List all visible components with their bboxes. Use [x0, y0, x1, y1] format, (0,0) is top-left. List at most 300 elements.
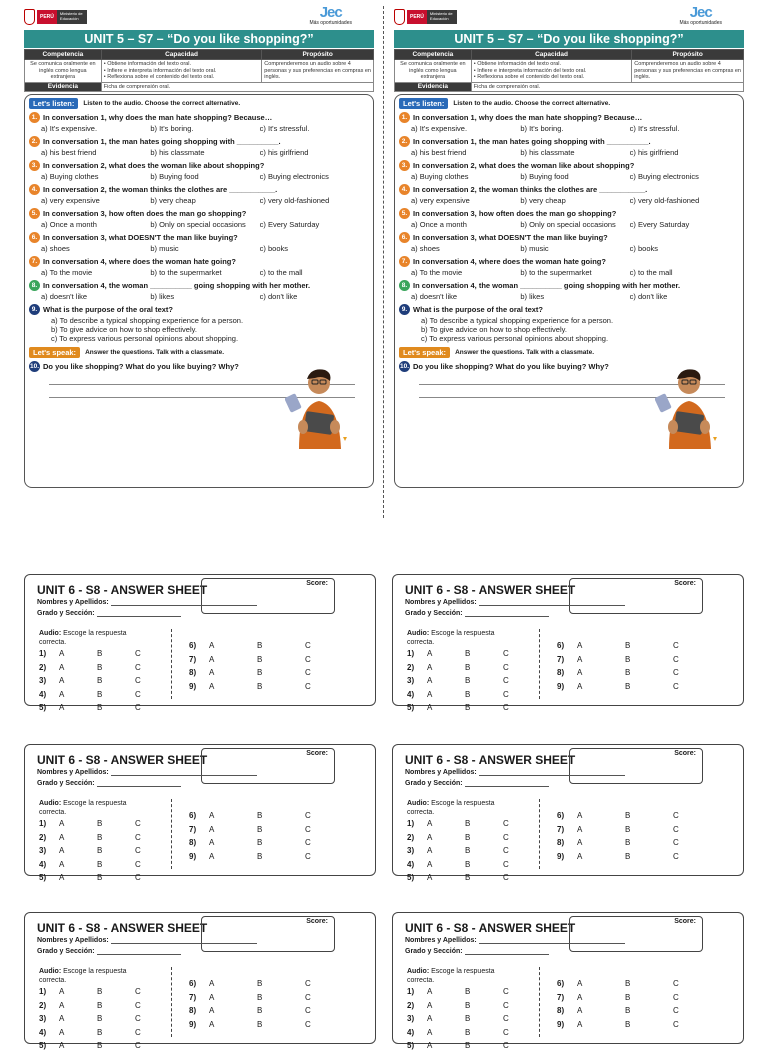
choice-c[interactable]: C	[503, 676, 509, 685]
choice-b[interactable]: B	[97, 819, 103, 828]
choice-c[interactable]: C	[503, 846, 509, 855]
choice-a[interactable]: A	[209, 641, 215, 650]
choice-a[interactable]: A	[427, 703, 433, 712]
choice-c[interactable]: C	[135, 1041, 141, 1050]
choice-b[interactable]: B	[257, 1019, 263, 1029]
grade-line[interactable]	[97, 954, 181, 955]
jec-logo	[309, 6, 352, 26]
choice-c[interactable]: C	[305, 992, 311, 1002]
grade-field[interactable]	[405, 610, 549, 617]
answer-row	[39, 985, 173, 999]
option[interactable]: c) It's stressful.	[629, 124, 680, 133]
jec-wordmark: Jec	[319, 4, 342, 21]
option[interactable]: c) his girlfriend	[629, 148, 679, 157]
choice-b[interactable]: B	[257, 992, 263, 1002]
choice-b[interactable]: B	[465, 846, 471, 855]
choice-b[interactable]: B	[97, 703, 103, 712]
number-badge: 9.	[29, 304, 40, 315]
answer-row	[557, 836, 721, 850]
choice-b[interactable]: B	[97, 676, 103, 685]
choice-c[interactable]: C	[135, 873, 141, 882]
capacidad-item: • Infiere e interpreta información del texto oral.	[473, 67, 587, 74]
option[interactable]: c) books	[629, 244, 659, 253]
choice-c[interactable]: C	[503, 859, 509, 869]
choice-c[interactable]: C	[673, 811, 679, 820]
choice-a[interactable]: A	[59, 873, 65, 882]
choice-a[interactable]: A	[427, 873, 433, 882]
choice-c[interactable]: C	[673, 1019, 679, 1029]
choice-b[interactable]: B	[625, 1006, 631, 1015]
listen-instruction: Listen to the audio. Choose the correct alternative.	[83, 100, 241, 107]
choice-c[interactable]: C	[305, 1006, 311, 1015]
choice-a[interactable]: A	[59, 846, 65, 855]
choice-c[interactable]: C	[673, 654, 679, 664]
item-number: 9)	[557, 1019, 565, 1029]
choice-b[interactable]: B	[465, 676, 471, 685]
option[interactable]: a) doesn't like	[41, 292, 88, 301]
name-line[interactable]	[111, 943, 257, 944]
option[interactable]: b) likes	[150, 292, 175, 301]
questions-box	[394, 94, 744, 488]
jec-logo	[679, 6, 722, 26]
score-label: Score:	[674, 580, 696, 587]
choice-c[interactable]: C	[135, 1027, 141, 1037]
choice-a[interactable]: A	[209, 851, 215, 861]
option[interactable]: a) To describe a typical shopping experience for a person.	[421, 316, 614, 325]
choice-b[interactable]: B	[625, 979, 631, 988]
choice-a[interactable]: A	[427, 1041, 433, 1050]
choice-a[interactable]: A	[59, 689, 65, 699]
choice-a[interactable]: A	[59, 649, 65, 658]
option[interactable]: b) to the supermarket	[520, 268, 592, 277]
choice-c[interactable]: C	[673, 824, 679, 834]
option[interactable]: c) To express various personal opinions about shopping.	[51, 334, 239, 343]
choice-b[interactable]: B	[625, 811, 631, 820]
header-logos	[394, 6, 744, 30]
choice-a[interactable]: A	[577, 681, 583, 691]
choice-b[interactable]: B	[465, 859, 471, 869]
option[interactable]: a) his best friend	[41, 148, 97, 157]
answer-row	[557, 639, 721, 653]
option[interactable]: a) doesn't like	[411, 292, 458, 301]
choice-a[interactable]: A	[59, 832, 65, 842]
choice-b[interactable]: B	[465, 689, 471, 699]
choice-c[interactable]: C	[673, 681, 679, 691]
choice-a[interactable]: A	[209, 654, 215, 664]
choice-b[interactable]: B	[97, 662, 103, 672]
choice-a[interactable]: A	[427, 987, 433, 996]
choice-b[interactable]: B	[625, 992, 631, 1002]
question-text: In conversation 3, how often does the man go shopping?	[413, 209, 617, 218]
col-capacidad: Capacidad	[471, 50, 632, 60]
item-number: 8)	[557, 668, 565, 677]
audio-label: Audio:	[39, 630, 62, 637]
choice-a[interactable]: A	[427, 662, 433, 672]
choice-b[interactable]: B	[625, 681, 631, 691]
item-number: 4)	[407, 1027, 415, 1037]
peru-shield-icon	[24, 9, 35, 25]
option[interactable]: c) to the mall	[629, 268, 673, 277]
choice-a[interactable]: A	[59, 1041, 65, 1050]
choice-b[interactable]: B	[257, 851, 263, 861]
audio-instruction	[407, 967, 517, 985]
choice-b[interactable]: B	[257, 654, 263, 664]
grade-field[interactable]	[37, 610, 181, 617]
name-label: Nombres y Apellidos:	[405, 769, 477, 776]
option[interactable]: b) Only on special occasions	[150, 220, 246, 229]
choice-a[interactable]: A	[59, 703, 65, 712]
choice-c[interactable]: C	[135, 1000, 141, 1010]
name-field[interactable]	[37, 937, 257, 944]
choice-b[interactable]: B	[465, 873, 471, 882]
choice-a[interactable]: A	[59, 676, 65, 685]
option[interactable]: a) Once a month	[411, 220, 467, 229]
option[interactable]: c) don't like	[259, 292, 298, 301]
number-badge: 5.	[29, 208, 40, 219]
option[interactable]: c) books	[259, 244, 289, 253]
grade-line[interactable]	[465, 616, 549, 617]
choice-b[interactable]: B	[257, 681, 263, 691]
choice-b[interactable]: B	[97, 1014, 103, 1023]
choice-c[interactable]: C	[305, 979, 311, 988]
choice-a[interactable]: A	[209, 838, 215, 847]
name-field[interactable]	[405, 769, 625, 776]
option[interactable]: b) his classmate	[520, 148, 575, 157]
competency-table	[24, 49, 374, 92]
choice-c[interactable]: C	[305, 681, 311, 691]
choice-a[interactable]: A	[427, 846, 433, 855]
answer-row	[189, 666, 353, 680]
choice-b[interactable]: B	[97, 689, 103, 699]
grade-label: Grado y Sección:	[405, 610, 463, 617]
score-label: Score:	[306, 750, 328, 757]
option[interactable]: a) To describe a typical shopping experience for a person.	[51, 316, 244, 325]
name-line[interactable]	[479, 775, 625, 776]
choice-a[interactable]: A	[209, 811, 215, 820]
proposito-cell: Comprenderemos un audio sobre 4 personas y sus preferencias en compras en inglés.	[262, 60, 374, 83]
choice-b[interactable]: B	[97, 873, 103, 882]
choice-c[interactable]: C	[305, 851, 311, 861]
grade-line[interactable]	[97, 786, 181, 787]
choice-c[interactable]: C	[135, 649, 141, 658]
name-field[interactable]	[37, 769, 257, 776]
choice-b[interactable]: B	[625, 1019, 631, 1029]
choice-c[interactable]: C	[503, 1000, 509, 1010]
choice-c[interactable]: C	[135, 689, 141, 699]
option[interactable]: c) It's stressful.	[259, 124, 310, 133]
choice-c[interactable]: C	[673, 668, 679, 677]
choice-b[interactable]: B	[257, 979, 263, 988]
choice-c[interactable]: C	[673, 641, 679, 650]
choice-a[interactable]: A	[577, 811, 583, 820]
choice-c[interactable]: C	[673, 1006, 679, 1015]
choice-b[interactable]: B	[465, 1000, 471, 1010]
choice-c[interactable]: C	[503, 1014, 509, 1023]
item-number: 7)	[189, 824, 197, 834]
option[interactable]: c) don't like	[629, 292, 668, 301]
option[interactable]: b) very cheap	[150, 196, 196, 205]
item-number: 2)	[39, 1000, 47, 1010]
choice-a[interactable]: A	[59, 1027, 65, 1037]
choice-a[interactable]: A	[577, 851, 583, 861]
option[interactable]: a) shoes	[41, 244, 70, 253]
choice-a[interactable]: A	[427, 859, 433, 869]
worksheet-left	[24, 6, 374, 520]
choice-c[interactable]: C	[503, 703, 509, 712]
grade-field[interactable]	[37, 948, 181, 955]
choice-c[interactable]: C	[673, 851, 679, 861]
grade-line[interactable]	[465, 954, 549, 955]
option[interactable]: c) Buying electronics	[259, 172, 329, 181]
choice-a[interactable]: A	[59, 859, 65, 869]
choice-c[interactable]: C	[135, 819, 141, 828]
choice-b[interactable]: B	[625, 838, 631, 847]
choice-c[interactable]: C	[673, 838, 679, 847]
choice-b[interactable]: B	[97, 1000, 103, 1010]
choice-b[interactable]: B	[625, 824, 631, 834]
option[interactable]: b) music	[520, 244, 549, 253]
choice-a[interactable]: A	[209, 1006, 215, 1015]
option[interactable]: c) his girlfriend	[259, 148, 309, 157]
score-label: Score:	[306, 918, 328, 925]
answer-row	[407, 858, 541, 872]
answer-row	[407, 674, 541, 688]
option[interactable]: c) Every Saturday	[259, 220, 320, 229]
choice-c[interactable]: C	[305, 641, 311, 650]
choice-c[interactable]: C	[135, 859, 141, 869]
question-text: Do you like shopping? What do you like buying? Why?	[43, 362, 239, 371]
answer-row	[39, 674, 173, 688]
choice-a[interactable]: A	[577, 979, 583, 988]
choice-b[interactable]: B	[97, 1027, 103, 1037]
choice-a[interactable]: A	[577, 1006, 583, 1015]
choice-b[interactable]: B	[465, 832, 471, 842]
choice-a[interactable]: A	[577, 838, 583, 847]
choice-a[interactable]: A	[59, 819, 65, 828]
choice-a[interactable]: A	[209, 992, 215, 1002]
question-text: In conversation 1, the man hates going shopping with __________.	[43, 137, 281, 146]
listen-instruction: Listen to the audio. Choose the correct alternative.	[453, 100, 611, 107]
choice-a[interactable]: A	[577, 992, 583, 1002]
choice-c[interactable]: C	[305, 811, 311, 820]
question-text: In conversation 1, why does the man hate shopping? Because…	[413, 113, 643, 122]
choice-a[interactable]: A	[427, 1027, 433, 1037]
option[interactable]: c) very old-fashioned	[629, 196, 700, 205]
choice-a[interactable]: A	[427, 832, 433, 842]
choice-a[interactable]: A	[577, 668, 583, 677]
choice-c[interactable]: C	[503, 987, 509, 996]
choice-a[interactable]: A	[427, 1000, 433, 1010]
choice-a[interactable]: A	[59, 1000, 65, 1010]
choice-b[interactable]: B	[625, 851, 631, 861]
option[interactable]: b) his classmate	[150, 148, 205, 157]
name-line[interactable]	[479, 943, 625, 944]
choice-b[interactable]: B	[465, 1014, 471, 1023]
item-number: 6)	[557, 979, 565, 988]
answers-1-5	[39, 985, 173, 1053]
option[interactable]: a) Buying clothes	[411, 172, 469, 181]
choice-b[interactable]: B	[97, 987, 103, 996]
choice-a[interactable]: A	[209, 824, 215, 834]
option[interactable]: b) Buying food	[520, 172, 569, 181]
choice-b[interactable]: B	[257, 668, 263, 677]
option[interactable]: a) Once a month	[41, 220, 97, 229]
choice-b[interactable]: B	[97, 846, 103, 855]
choice-b[interactable]: B	[97, 1041, 103, 1050]
option[interactable]: a) Buying clothes	[41, 172, 99, 181]
choice-b[interactable]: B	[465, 1027, 471, 1037]
choice-a[interactable]: A	[59, 987, 65, 996]
option[interactable]: c) to the mall	[259, 268, 303, 277]
choice-b[interactable]: B	[257, 811, 263, 820]
grade-field[interactable]	[405, 948, 549, 955]
choice-c[interactable]: C	[305, 654, 311, 664]
cut-line	[383, 6, 384, 518]
choice-c[interactable]: C	[305, 1019, 311, 1029]
option[interactable]: a) shoes	[411, 244, 440, 253]
name-line[interactable]	[111, 605, 257, 606]
col-competencia: Competencia	[395, 50, 472, 60]
capacidad-item: • Reflexiona sobre el contenido del texto oral.	[473, 74, 585, 80]
option[interactable]: b) Only on special occasions	[520, 220, 616, 229]
grade-field[interactable]	[37, 780, 181, 787]
name-field[interactable]	[37, 599, 257, 606]
grade-field[interactable]	[405, 780, 549, 787]
answer-row	[557, 809, 721, 823]
choice-b[interactable]: B	[257, 838, 263, 847]
choice-b[interactable]: B	[257, 641, 263, 650]
choice-a[interactable]: A	[577, 641, 583, 650]
choice-c[interactable]: C	[503, 1027, 509, 1037]
capacidad-cell	[471, 60, 632, 83]
choice-b[interactable]: B	[465, 987, 471, 996]
choice-b[interactable]: B	[625, 668, 631, 677]
choice-b[interactable]: B	[97, 859, 103, 869]
choice-c[interactable]: C	[503, 649, 509, 658]
number-badge: 4.	[399, 184, 410, 195]
choice-a[interactable]: A	[209, 668, 215, 677]
answer-row	[39, 999, 173, 1013]
choice-c[interactable]: C	[503, 873, 509, 882]
choice-c[interactable]: C	[673, 992, 679, 1002]
item-number: 4)	[39, 859, 47, 869]
item-number: 7)	[189, 992, 197, 1002]
choice-a[interactable]: A	[209, 681, 215, 691]
choice-b[interactable]: B	[465, 819, 471, 828]
answer-row	[39, 1039, 173, 1053]
choice-c[interactable]: C	[305, 824, 311, 834]
choice-c[interactable]: C	[503, 1041, 509, 1050]
choice-a[interactable]: A	[209, 1019, 215, 1029]
option[interactable]: c) Every Saturday	[629, 220, 690, 229]
choice-a[interactable]: A	[427, 649, 433, 658]
option[interactable]: b) It's boring.	[520, 124, 564, 133]
choice-b[interactable]: B	[465, 662, 471, 672]
name-line[interactable]	[111, 775, 257, 776]
choice-a[interactable]: A	[427, 1014, 433, 1023]
choice-a[interactable]: A	[427, 689, 433, 699]
option[interactable]: b) To give advice on how to shop effectively.	[421, 325, 567, 334]
choice-b[interactable]: B	[465, 703, 471, 712]
choice-c[interactable]: C	[135, 703, 141, 712]
option[interactable]: a) To the movie	[411, 268, 463, 277]
option[interactable]: b) It's boring.	[150, 124, 194, 133]
name-field[interactable]	[405, 937, 625, 944]
choice-c[interactable]: C	[503, 819, 509, 828]
grade-label: Grado y Sección:	[405, 780, 463, 787]
option[interactable]: c) very old-fashioned	[259, 196, 330, 205]
choice-c[interactable]: C	[305, 668, 311, 677]
option[interactable]: b) to the supermarket	[150, 268, 222, 277]
option[interactable]: b) To give advice on how to shop effectively.	[51, 325, 197, 334]
choice-a[interactable]: A	[427, 819, 433, 828]
choice-b[interactable]: B	[625, 654, 631, 664]
choice-a[interactable]: A	[577, 1019, 583, 1029]
choice-c[interactable]: C	[135, 676, 141, 685]
item-number: 9)	[189, 1019, 197, 1029]
choice-b[interactable]: B	[465, 649, 471, 658]
name-field[interactable]	[405, 599, 625, 606]
capacidad-item: • Obtiene información del texto oral.	[103, 61, 191, 67]
choice-c[interactable]: C	[503, 689, 509, 699]
choice-b[interactable]: B	[625, 641, 631, 650]
choice-c[interactable]: C	[135, 846, 141, 855]
option[interactable]: a) his best friend	[411, 148, 467, 157]
question-7	[399, 257, 739, 277]
choice-b[interactable]: B	[465, 1041, 471, 1050]
choice-c[interactable]: C	[135, 832, 141, 842]
choice-b[interactable]: B	[97, 649, 103, 658]
choice-a[interactable]: A	[577, 824, 583, 834]
option[interactable]: b) likes	[520, 292, 545, 301]
choice-c[interactable]: C	[673, 979, 679, 988]
choice-c[interactable]: C	[135, 987, 141, 996]
item-number: 3)	[407, 676, 415, 685]
question-3	[399, 161, 739, 181]
choice-b[interactable]: B	[97, 832, 103, 842]
choice-c[interactable]: C	[135, 662, 141, 672]
choice-c[interactable]: C	[305, 838, 311, 847]
choice-a[interactable]: A	[59, 662, 65, 672]
option[interactable]: c) To express various personal opinions about shopping.	[421, 334, 609, 343]
option[interactable]: b) music	[150, 244, 179, 253]
answer-row	[407, 1039, 541, 1053]
choice-b[interactable]: B	[257, 1006, 263, 1015]
choice-a[interactable]: A	[577, 654, 583, 664]
option[interactable]: a) It's expensive.	[411, 124, 468, 133]
choice-b[interactable]: B	[257, 824, 263, 834]
option[interactable]: a) very expensive	[411, 196, 470, 205]
grade-line[interactable]	[97, 616, 181, 617]
option[interactable]: a) It's expensive.	[41, 124, 98, 133]
grade-line[interactable]	[465, 786, 549, 787]
choice-a[interactable]: A	[59, 1014, 65, 1023]
option[interactable]: a) To the movie	[41, 268, 93, 277]
option[interactable]: b) Buying food	[150, 172, 199, 181]
option[interactable]: b) very cheap	[520, 196, 566, 205]
choice-a[interactable]: A	[209, 979, 215, 988]
answer-sheet-title: UNIT 6 - S8 - ANSWER SHEET	[405, 921, 576, 935]
name-line[interactable]	[479, 605, 625, 606]
choice-c[interactable]: C	[503, 832, 509, 842]
option[interactable]: a) very expensive	[41, 196, 100, 205]
choice-c[interactable]: C	[503, 662, 509, 672]
choice-c[interactable]: C	[135, 1014, 141, 1023]
name-label: Nombres y Apellidos:	[37, 599, 109, 606]
answer-row	[557, 680, 721, 694]
option[interactable]: c) Buying electronics	[629, 172, 699, 181]
choice-a[interactable]: A	[427, 676, 433, 685]
